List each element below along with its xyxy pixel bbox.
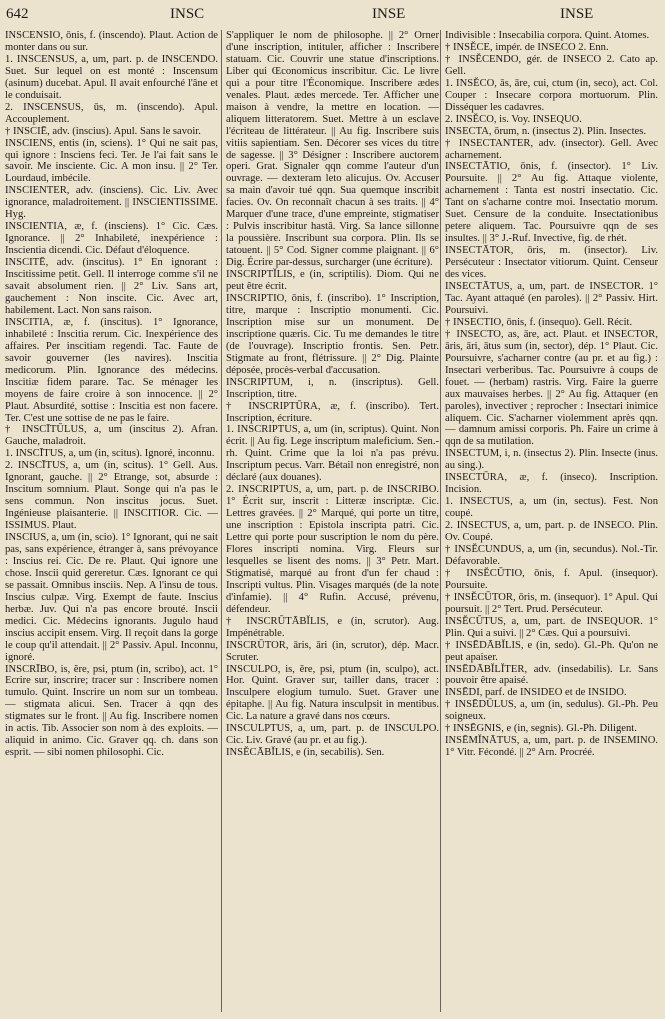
dictionary-entry: S'appliquer le nom de philosophe. || 2° Orner d'une inscription, intituler, afficher : Inscribere statuam. Cic. Couvrir une statue d'inscriptions. Liber qui Œconomicus inscribitur. Cic. Le livre qui a pour titre l'Économique. Inscribere ædes venales. Plaut. ædes mercede. Ter. Afficher une maison à vendre, la mettre en location. — aliquem litteratorem. Suet. Mettre à un esclave l'écriteau de littérateur. || Au fig. Inscribere suis vitiis sapientiam. Sen. Décorer ses vices du titre de sagesse. || 3° Désigner : Inscribere auctorem operi. Grat. Signaler qqn comme l'auteur d'un ouvrage. — dexteram leto alicujus. Ov. Accuser sa main d'avoir tué qqn. Sua quemque inscribit facies. Ov. On reconnaît chacun à ses traits. || 4° Marquer d'une trace, d'une empreinte, stigmatiser : Pulvis inscribitur hastâ. Virg. Sa lance sillonne la poussière. Inscribunt sua corpora. Plin. Ils se tatouent. || 5° Cod. Signer comme plaignant. || 6° Dig. Écrire par-dessus, surcharger (une écriture). <box>226 30 439 269</box>
dictionary-entry: † INSĒDĀBĬLIS, e (in, sedo). Gl.-Ph. Qu'on ne peut apaiser. <box>445 639 658 663</box>
dictionary-entry: INSCIENS, entis (in, sciens). 1° Qui ne sait pas, qui ignore : Insciens feci. Ter. Je l'ai fait sans le savoir. Me insciente. Cic. A mon insu. || 2° Ter. Lourdaud, imbécile. <box>5 137 218 185</box>
dictionary-entry: † INSCRIPTŪRA, æ, f. (inscribo). Tert. Inscription, écriture. <box>226 400 439 424</box>
dictionary-entry: † INSĒGNIS, e (in, segnis). Gl.-Ph. Diligent. <box>445 723 637 735</box>
dictionary-entry: INSECTĀTOR, ōris, m. (insector). Liv. Persécuteur : Insectator vitiorum. Quint. Censeur des vices. <box>445 245 658 281</box>
dictionary-entry: INSCRIPTĬLIS, e (in, scriptilis). Diom. Qui ne peut être écrit. <box>226 269 439 293</box>
dictionary-entry: 1. INSCRIPTUS, a, um (in, scriptus). Quint. Non écrit. || Au fig. Lege inscriptum maleficium. Sen.-rh. Quint. Crime que la loi n'a pas prévu. Inscriptum pecus. Varr. Bétail non enregistré, non déclaré (aux douanes). <box>226 424 439 484</box>
dictionary-entry: INSĔCĀBĬLIS, e (in, secabilis). Sen. <box>226 747 385 759</box>
dictionary-entry: INSĔCŪTUS, a, um, part. de INSEQUOR. 1° Plin. Qui a suivi. || 2° Cæs. Qui a poursuivi. <box>445 615 658 639</box>
dictionary-entry: 2. INSECTUS, a, um, part. p. de INSECO. Plin. Ov. Coupé. <box>445 520 658 544</box>
dictionary-entry: † INSCRŪTĀBĬLIS, e (in, scrutor). Aug. Impénétrable. <box>226 615 439 639</box>
dictionary-entry: INSCIUS, a, um (in, scio). 1° Ignorant, qui ne sait pas, sans expérience, étranger à, sans prévoyance : Inscius rei. Cic. De re. Plaut. Qui ignore une chose. Inscii quid gereretur. Cæs. Ignorant ce qui se passait. Omnibus insciis. Nep. A l'insu de tous. Inscius culpæ. Virg. Exempt de faute. Inscius herbæ. Juv. Qui n'a pas encore brouté. Inscii medici. Cic. Médecins ignorants. Jugulo haud inscius accipit ensem. Virg. Il reçoit dans la gorge le coup qu'il attendait. || 2° Passiv. Apul. Inconnu, ignoré. <box>5 532 218 663</box>
running-head-left: INSC <box>170 6 205 22</box>
column-right <box>445 30 658 1014</box>
column-middle <box>226 30 439 1014</box>
dictionary-entry: 2. INSCRIPTUS, a, um, part. p. de INSCRIBO. 1° Écrit sur, inscrit : Litteræ inscriptæ. Cic. Lettres gravées. || 2° Marqué, qui porte un titre, une inscription : Epistola inscripta patri. Cic. Lettre qui porte pour suscription le nom du père. Flores inscripti nomina. Virg. Fleurs sur lesquelles se lisent des noms. || 3° Petr. Mart. Stigmatisé, marqué au front d'un fer chaud : Inscripti vultus. Plin. Visages marqués (de la note d'infamie). || 4° Rufin. Accusé, prévenu, défendeur. <box>226 484 439 615</box>
dictionary-entry: † INSCĪTŬLUS, a, um (inscitus 2). Afran. Gauche, maladroit. <box>5 424 218 448</box>
column-left <box>5 30 218 1014</box>
dictionary-entry: INSECTĀTIO, ōnis, f. (insector). 1° Liv. Poursuite. || 2° Au fig. Attaque violente, acharnement : Tanta est nostri insectatio. Cic. Tant on s'acharne contre moi. Insectatio morum. Suet. Censure de la conduite. Insectationibus petere aliquem. Tac. Poursuivre qqn de ses insultes. || 3° J.-Ruf. Invective, fig. de rhét. <box>445 161 658 245</box>
dictionary-entry: INSCRĪBO, is, ĕre, psi, ptum (in, scribo), act. 1° Ecrire sur, inscrire; tracer sur : Inscribere nomen tumulo. Quint. Inscrire un nom sur un tombeau. — stigmata alicui. Sen. Tracer à qqn des stigmates sur le front. || Au fig. Inscribere nomen in actis. Tib. Associer son nom à des exploits. — aliquid in animo. Cic. Graver qq. ch. dans son esprit. — sibi nomen philosophi. Cic. <box>5 663 218 759</box>
dictionary-entry: † INSĒDŪLUS, a, um (in, sedulus). Gl.-Ph. Peu soigneux. <box>445 699 658 723</box>
dictionary-entry: † INSĔCŪTOR, ōris, m. (insequor). 1° Apul. Qui poursuit. || 2° Tert. Prud. Persécuteur. <box>445 591 658 615</box>
dictionary-entry: † INSĔCUNDUS, a, um (in, secundus). Nol.-Tir. Défavorable. <box>445 543 658 567</box>
page-number: 642 <box>6 6 29 22</box>
dictionary-entry: † INSECTO, as, āre, act. Plaut. et INSECTOR, āris, āri, ātus sum (in, sector), dép. 1° Plaut. Cic. Poursuivre, s'acharner contre (au pr. et au fig.) : Insectari verberibus. Tac. Poursuivre à coups de fouet. — (herbam) rastris. Virg. Faire la guerre aux mauvaises herbes. || 2° Au fig. Attaquer (en paroles), invectiver ; reprocher : Insectari inimice aliquem. Cic. S'acharner violemment après qqn. — damnum amissi corporis. Ph. Faire un crime à qqn de sa mutilation. <box>445 328 658 448</box>
dictionary-entry: INSCITIA, æ, f. (inscitus). 1° Ignorance, inhabileté : Inscitia rerum. Cic. Inexpérience des affaires. Per inscitiam regendi. Tac. Faute de savoir gouverner (les navires). Inscitia medicorum. Plin. Ignorance des médecins. Inscitiæ fidem parare. Tac. Se ménager les moyens de faire croire à son innocence. || 2° Plaut. Absurdité, sottise : Inscitia est non facere. Ter. C'est une sottise de ne pas le faire. <box>5 316 218 424</box>
dictionary-entry: 1. INSĔCO, ās, āre, cui, ctum (in, seco), act. Col. Couper : Insecare corpora mortuorum. Plin. Disséquer les cadavres. <box>445 77 658 113</box>
running-header <box>0 6 665 28</box>
dictionary-entry: INSCRIPTIO, ōnis, f. (inscribo). 1° Inscription, titre, marque : Inscriptio monumenti. Cic. Inscription mise sur un monument. De inscriptione quæris. Cic. Tu me demandes le titre (de l'ouvrage). Inscriptio frontis. Sen. Petr. Stigmate au front, flétrissure. || 2° Dig. Plainte déposée, procès-verbal d'accusation. <box>226 292 439 376</box>
dictionary-entry: INSECTUM, i, n. (insectus 2). Plin. Insecte (inus. au sing.). <box>445 448 658 472</box>
dictionary-entry: INSCRIPTUM, i, n. (inscriptus). Gell. Inscription, titre. <box>226 376 439 400</box>
dictionary-entry: 1. INSCĪTUS, a, um (in, scitus). Ignoré, inconnu. <box>5 448 215 460</box>
dictionary-entry: INSCITĒ, adv. (inscitus). 1° En ignorant : Inscitissime petit. Gell. Il interroge comme s'il ne savait absolument rien. || 2° Liv. Sans art, gauchement : Non inscite. Cic. Avec art, habilement. Lact. Non sans raison. <box>5 257 218 316</box>
dictionary-entry: INSCIENTER, adv. (insciens). Cic. Liv. Avec ignorance, maladroitement. || INSCIENTISSIME. Hyg. <box>5 185 218 221</box>
dictionary-entry: INSECTA, ōrum, n. (insectus 2). Plin. Insectes. <box>445 125 646 137</box>
dictionary-entry: INSCULPTUS, a, um, part. p. de INSCULPO. Cic. Liv. Gravé (au pr. et au fig.). <box>226 723 439 747</box>
dictionary-entry: INSECTŪRA, æ, f. (inseco). Inscription. Incision. <box>445 472 658 496</box>
dictionary-entry: INSCULPO, is, ĕre, psi, ptum (in, sculpo), act. Hor. Quint. Graver sur, tailler dans, tracer : Insculpere elogium tumulo. Suet. Graver une épitaphe. || Au fig. Natura insculpsit in mentibus. Cic. La nature a gravé dans nos cœurs. <box>226 663 439 723</box>
dictionary-entry: † INSĔCŪTIO, ōnis, f. Apul. (insequor). Poursuite. <box>445 567 658 591</box>
dictionary-entry: † INSĔCENDO, gér. de INSECO 2. Cato ap. Gell. <box>445 53 658 77</box>
running-head-center: INSE <box>372 6 406 22</box>
dictionary-entry: INSECTĀTUS, a, um, part. de INSECTOR. 1° Tac. Ayant attaqué (en paroles). || 2° Passiv. Hirt. Poursuivi. <box>445 281 658 316</box>
dictionary-entry: 2. INSCENSUS, ūs, m. (inscendo). Apul. Accouplement. <box>5 101 218 125</box>
dictionary-entry: 2. INSĔCO, is. Voy. INSEQUO. <box>445 113 582 125</box>
dictionary-entry: 1. INSECTUS, a, um (in, sectus). Fest. Non coupé. <box>445 496 658 520</box>
dictionary-entry: INSCRŪTOR, āris, āri (in, scrutor), dép. Macr. Scruter. <box>226 639 439 663</box>
dictionary-entry: † INSECTIO, ōnis, f. (insequo). Gell. Récit. <box>445 316 633 328</box>
dictionary-entry: INSĒDĀBĬLĬTER, adv. (insedabilis). Lr. Sans pouvoir être apaisé. <box>445 663 658 687</box>
column-rule <box>221 30 222 1012</box>
column-rule <box>440 30 441 1012</box>
dictionary-entry: † INSĔCE, impér. de INSECO 2. Enn. <box>445 41 609 53</box>
dictionary-entry: 1. INSCENSUS, a, um, part. p. de INSCENDO. Suet. Sur lequel on est monté : Inscensum (asinum) ducebat. Apul. Il avait enfourché l'âne et le conduisait. <box>5 53 218 101</box>
running-head-right: INSE <box>560 6 594 22</box>
dictionary-entry: INSCIENTIA, æ, f. (insciens). 1° Cic. Cæs. Ignorance. || 2° Inhabileté, inexpérience : Inscientia dicendi. Cic. Défaut d'éloquence. <box>5 221 218 257</box>
dictionary-entry: INSĒDI, parf. de INSIDEO et de INSIDO. <box>445 687 627 699</box>
dictionary-entry: † INSECTANTER, adv. (insector). Gell. Avec acharnement. <box>445 137 658 161</box>
dictionary-entry: † INSCIĒ, adv. (inscius). Apul. Sans le savoir. <box>5 125 201 137</box>
dictionary-entry: 2. INSCĪTUS, a, um (in, scitus). 1° Gell. Aus. Ignorant, gauche. || 2° Etrange, sot, absurde : Inscitum somnium. Plaut. Songe qui n'a pas le sens commun. Non inscitus jocus. Suet. Ingénieuse plaisanterie. || INSCITIOR. Cic. — ISSIMUS. Plaut. <box>5 460 218 532</box>
dictionary-entry: INSĒMĬNĀTUS, a, um, part. p. de INSEMINO. 1° Vitr. Fécondé. || 2° Arn. Procréé. <box>445 735 658 759</box>
dictionary-entry: Indivisible : Insecabilia corpora. Quint. Atomes. <box>445 30 650 41</box>
dictionary-entry: INSCENSIO, ōnis, f. (inscendo). Plaut. Action de monter dans ou sur. <box>5 30 218 53</box>
